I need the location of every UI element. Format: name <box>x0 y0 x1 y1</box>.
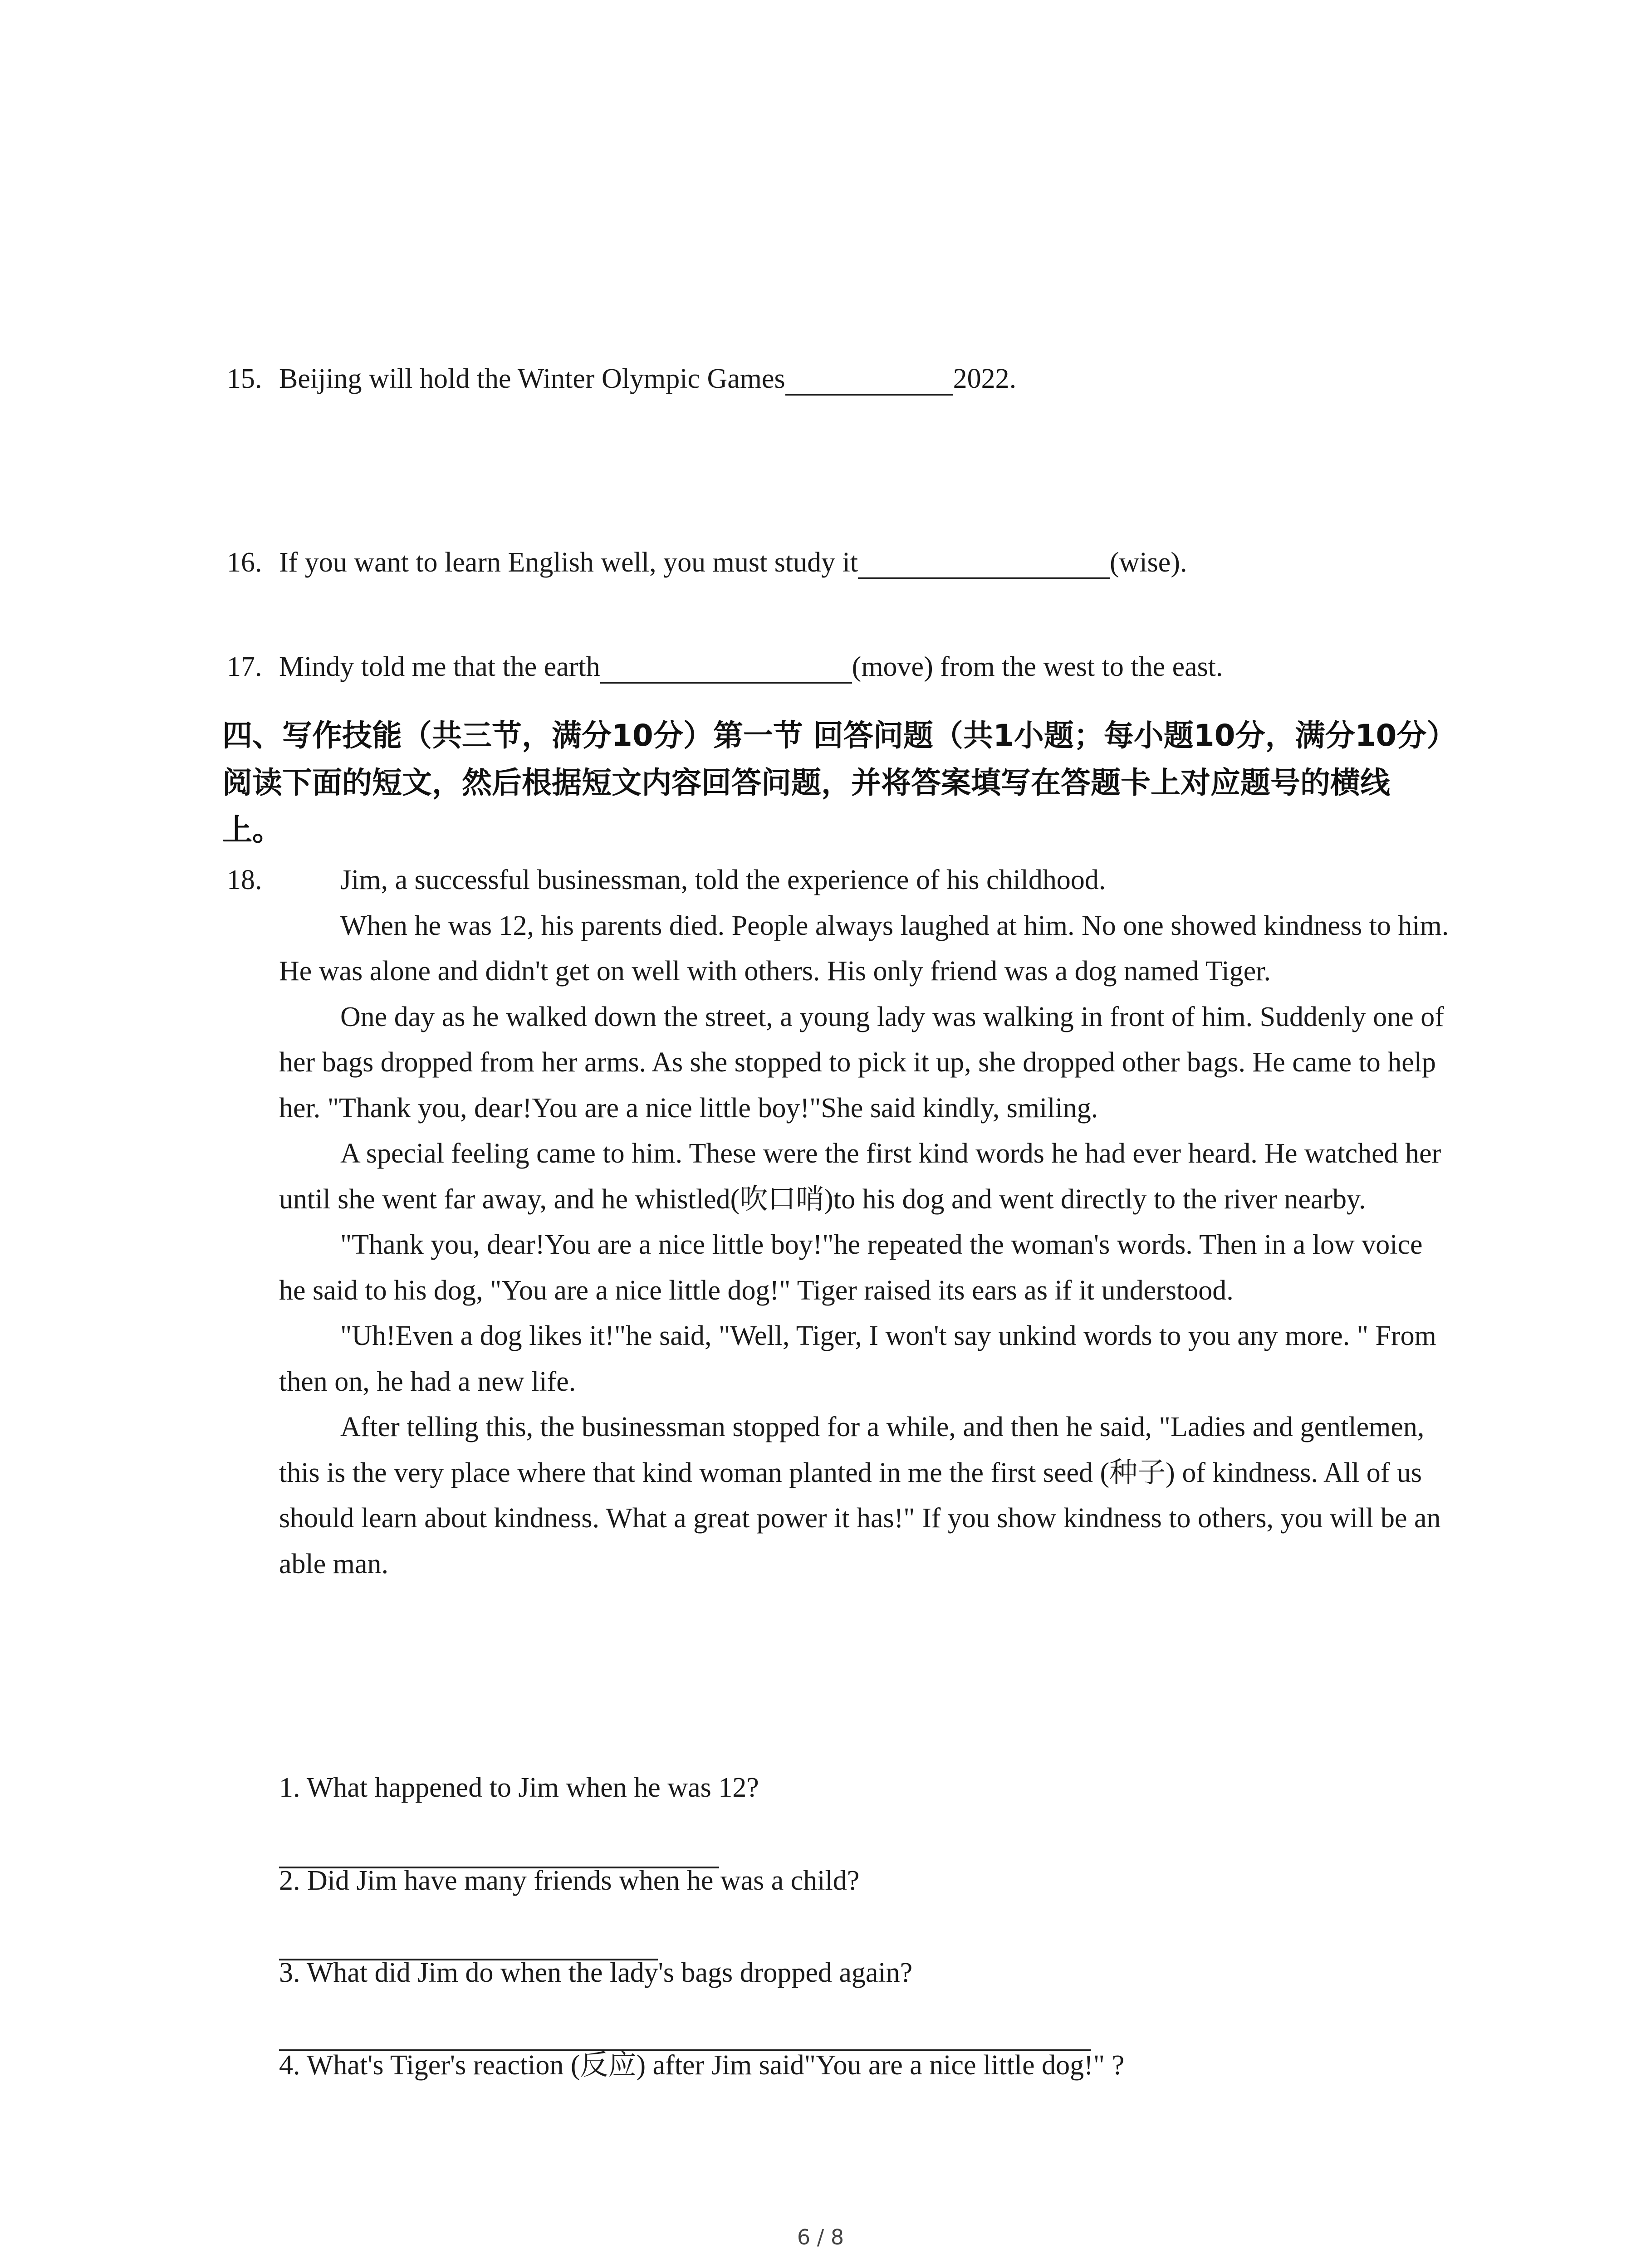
comprehension-question-3: 3. What did Jim do when the lady's bags dropped again? <box>279 1957 913 1988</box>
section-heading: 四、写作技能（共三节，满分10分）第一节 回答问题（共1小题；每小题10分，满分10分）阅读下面的短文，然后根据短文内容回答问题，并将答案填写在答题卡上对应题号的横线上。 <box>222 718 1442 847</box>
comprehension-question-1: 1. What happened to Jim when he was 12? <box>279 1772 759 1803</box>
reading-number <box>227 857 262 903</box>
question-number: 15. <box>227 363 262 394</box>
passage-paragraph: One day as he walked down the street, a young lady was walking in front of him. Suddenly one of her bags dropped from her arms. As she stopped to pick it up, she dropped other bags. He came to help her. "Thank you, dear!You are a nice little boy!"She said kindly, smiling. <box>279 1001 1444 1124</box>
question-text: If you want to learn English well, you must study it <box>279 547 858 578</box>
answer-blank[interactable] <box>785 362 953 396</box>
question-text-after: (move) from the west to the east. <box>852 651 1223 682</box>
question-17 <box>227 644 1223 689</box>
question-number: 17. <box>227 651 262 682</box>
question-number: 18. <box>227 865 262 895</box>
answer-blank[interactable] <box>600 650 852 684</box>
question-text: Beijing will hold the Winter Olympic Games <box>279 363 785 394</box>
passage-paragraph: When he was 12, his parents died. People always laughed at him. No one showed kindness to him. He was alone and didn't get on well with others. His only friend was a dog named Tiger. <box>279 910 1449 987</box>
comprehension-question-4: 4. What's Tiger's reaction (反应) after Jim said"You are a nice little dog!" ? <box>279 2050 1125 2081</box>
passage-paragraph: After telling this, the businessman stopped for a while, and then he said, "Ladies and gentlemen, this is the very place where that kind woman planted in me the first seed (种子) of kindness. All of us should learn about kindness. What a great power it has!" If you show kindness to others, you will be an able man. <box>279 1412 1441 1579</box>
passage-paragraph: A special feeling came to him. These were the first kind words he had ever heard. He watched her until she went far away, and he whistled(吹口哨)to his dog and went directly to the river nearby. <box>279 1138 1441 1215</box>
comprehension-question-2: 2. Did Jim have many friends when he was a child? <box>279 1865 860 1896</box>
passage-paragraph: "Uh!Even a dog likes it!"he said, "Well, Tiger, I won't say unkind words to you any more. " From then on, he had a new life. <box>279 1320 1436 1397</box>
answer-blank[interactable] <box>858 546 1110 579</box>
question-number: 16. <box>227 547 262 578</box>
question-15 <box>227 356 1016 401</box>
question-text: Mindy told me that the earth <box>279 651 600 682</box>
page-number: 6 / 8 <box>797 2225 844 2249</box>
passage-paragraph: "Thank you, dear!You are a nice little boy!"he repeated the woman's words. Then in a low voice he said to his dog, "You are a nice little dog!" Tiger raised its ears as if it understood. <box>279 1229 1423 1306</box>
question-16 <box>227 540 1187 585</box>
reading-passage <box>279 857 1450 1587</box>
passage-paragraph: Jim, a successful businessman, told the experience of his childhood. <box>340 865 1106 895</box>
question-text-after: 2022. <box>953 363 1017 394</box>
question-text-after: (wise). <box>1110 547 1187 578</box>
